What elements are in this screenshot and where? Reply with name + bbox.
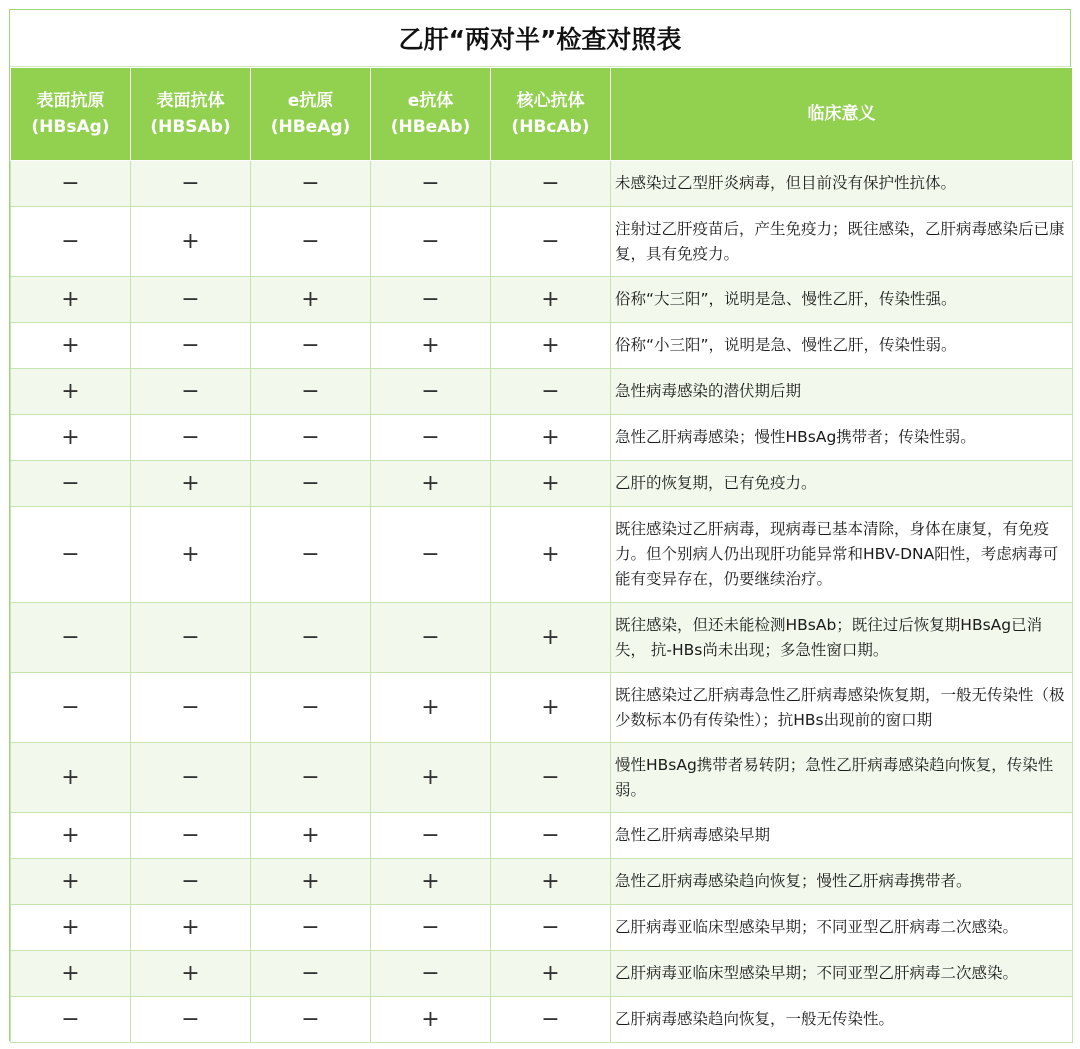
header-label: 表面抗体 bbox=[156, 91, 225, 111]
hbeab-cell: − bbox=[371, 415, 491, 461]
header-row bbox=[11, 68, 1073, 161]
header-hbeab bbox=[371, 68, 491, 161]
hbcab-cell: + bbox=[491, 859, 611, 905]
hbsab-cell: − bbox=[131, 415, 251, 461]
hbsab-cell: − bbox=[131, 859, 251, 905]
hbsab-cell: + bbox=[131, 461, 251, 507]
hbsag-cell: − bbox=[11, 161, 131, 207]
hbsag-cell: − bbox=[11, 997, 131, 1043]
clinical-meaning-cell: 既往感染过乙肝病毒，现病毒已基本清除，身体在康复，有免疫力。但个别病人仍出现肝功能异常和HBV-DNA阳性，考虑病毒可能有变异存在，仍要继续治疗。 bbox=[611, 507, 1073, 603]
table-row bbox=[11, 323, 1073, 369]
hbeag-cell: − bbox=[251, 905, 371, 951]
header-label: e抗体 bbox=[407, 91, 454, 111]
clinical-meaning-cell: 急性乙肝病毒感染；慢性HBsAg携带者；传染性弱。 bbox=[611, 415, 1073, 461]
hbeag-cell: − bbox=[251, 507, 371, 603]
clinical-meaning-cell: 俗称“大三阳”，说明是急、慢性乙肝，传染性强。 bbox=[611, 277, 1073, 323]
header-hbeag bbox=[251, 68, 371, 161]
clinical-meaning-cell: 慢性HBsAg携带者易转阴；急性乙肝病毒感染趋向恢复，传染性弱。 bbox=[611, 743, 1073, 813]
hbsab-cell: − bbox=[131, 603, 251, 673]
table-row bbox=[11, 507, 1073, 603]
header-code: (HBeAg) bbox=[270, 117, 351, 137]
page-title: 乙肝“两对半”检查对照表 bbox=[10, 10, 1070, 67]
clinical-meaning-cell: 急性乙肝病毒感染趋向恢复；慢性乙肝病毒携带者。 bbox=[611, 859, 1073, 905]
hbcab-cell: + bbox=[491, 277, 611, 323]
header-hbcab bbox=[491, 68, 611, 161]
table-body bbox=[11, 161, 1073, 1043]
hbeab-cell: − bbox=[371, 603, 491, 673]
hbsab-cell: − bbox=[131, 997, 251, 1043]
hbsag-cell: + bbox=[11, 369, 131, 415]
hbcab-cell: + bbox=[491, 323, 611, 369]
clinical-meaning-cell: 乙肝的恢复期，已有免疫力。 bbox=[611, 461, 1073, 507]
hbsab-cell: − bbox=[131, 743, 251, 813]
hbeag-cell: − bbox=[251, 323, 371, 369]
clinical-meaning-cell: 未感染过乙型肝炎病毒，但目前没有保护性抗体。 bbox=[611, 161, 1073, 207]
header-label: 表面抗原 bbox=[36, 91, 105, 111]
hbeag-cell: − bbox=[251, 951, 371, 997]
hbsag-cell: − bbox=[11, 207, 131, 277]
hbeag-cell: − bbox=[251, 207, 371, 277]
clinical-meaning-cell: 急性乙肝病毒感染早期 bbox=[611, 813, 1073, 859]
hbsag-cell: + bbox=[11, 905, 131, 951]
hbeag-cell: − bbox=[251, 603, 371, 673]
header-code: (HBsAg) bbox=[31, 117, 110, 137]
hbeag-cell: + bbox=[251, 813, 371, 859]
hbsag-cell: + bbox=[11, 743, 131, 813]
hbeab-cell: − bbox=[371, 207, 491, 277]
hbsag-cell: − bbox=[11, 507, 131, 603]
table-row bbox=[11, 673, 1073, 743]
hbeag-cell: + bbox=[251, 859, 371, 905]
clinical-meaning-cell: 乙肝病毒感染趋向恢复，一般无传染性。 bbox=[611, 997, 1073, 1043]
hbcab-cell: + bbox=[491, 673, 611, 743]
hbcab-cell: + bbox=[491, 507, 611, 603]
header-clinical-meaning bbox=[611, 68, 1073, 161]
hbsab-cell: + bbox=[131, 507, 251, 603]
table-row bbox=[11, 997, 1073, 1043]
table-row bbox=[11, 743, 1073, 813]
table-row bbox=[11, 161, 1073, 207]
table-row bbox=[11, 951, 1073, 997]
hbsab-cell: − bbox=[131, 673, 251, 743]
hbcab-cell: − bbox=[491, 207, 611, 277]
header-code: (HBeAb) bbox=[390, 117, 471, 137]
hbsab-cell: − bbox=[131, 369, 251, 415]
hbeab-cell: + bbox=[371, 997, 491, 1043]
hbeab-cell: + bbox=[371, 743, 491, 813]
hbeag-cell: − bbox=[251, 743, 371, 813]
hbsag-cell: + bbox=[11, 323, 131, 369]
hbeab-cell: − bbox=[371, 905, 491, 951]
hbeab-cell: − bbox=[371, 507, 491, 603]
header-label: 核心抗体 bbox=[516, 91, 585, 111]
hbsab-cell: + bbox=[131, 207, 251, 277]
hbeab-cell: + bbox=[371, 859, 491, 905]
table-row bbox=[11, 603, 1073, 673]
hbeab-cell: − bbox=[371, 951, 491, 997]
hbcab-cell: − bbox=[491, 743, 611, 813]
hbeag-cell: − bbox=[251, 461, 371, 507]
hbcab-cell: − bbox=[491, 997, 611, 1043]
table-row bbox=[11, 415, 1073, 461]
hbcab-cell: − bbox=[491, 161, 611, 207]
hbsab-cell: − bbox=[131, 323, 251, 369]
hbsag-cell: − bbox=[11, 603, 131, 673]
hbeab-cell: + bbox=[371, 461, 491, 507]
hbsab-cell: − bbox=[131, 277, 251, 323]
comparison-sheet bbox=[9, 9, 1071, 1041]
table-row bbox=[11, 813, 1073, 859]
clinical-meaning-cell: 乙肝病毒亚临床型感染早期；不同亚型乙肝病毒二次感染。 bbox=[611, 951, 1073, 997]
hbcab-cell: − bbox=[491, 905, 611, 951]
hbeag-cell: − bbox=[251, 415, 371, 461]
table-row bbox=[11, 207, 1073, 277]
hbeag-cell: − bbox=[251, 997, 371, 1043]
table-row bbox=[11, 859, 1073, 905]
table-row bbox=[11, 277, 1073, 323]
hbsag-cell: + bbox=[11, 813, 131, 859]
hbsag-cell: + bbox=[11, 415, 131, 461]
header-code: (HBSAb) bbox=[150, 117, 231, 137]
hbcab-cell: + bbox=[491, 603, 611, 673]
clinical-meaning-cell: 俗称“小三阳”，说明是急、慢性乙肝，传染性弱。 bbox=[611, 323, 1073, 369]
hbeab-cell: − bbox=[371, 161, 491, 207]
hbcab-cell: + bbox=[491, 461, 611, 507]
hbcab-cell: − bbox=[491, 369, 611, 415]
hbeab-cell: − bbox=[371, 277, 491, 323]
hbsab-cell: − bbox=[131, 813, 251, 859]
hbcab-cell: + bbox=[491, 415, 611, 461]
hbsab-cell: − bbox=[131, 161, 251, 207]
hbsag-cell: − bbox=[11, 673, 131, 743]
header-label: e抗原 bbox=[287, 91, 334, 111]
hbeag-cell: + bbox=[251, 277, 371, 323]
hbeag-cell: − bbox=[251, 161, 371, 207]
header-label: 临床意义 bbox=[807, 104, 876, 124]
clinical-meaning-cell: 既往感染，但还未能检测HBsAb；既往过后恢复期HBsAg已消失， 抗-HBs尚未出现；多急性窗口期。 bbox=[611, 603, 1073, 673]
header-code: (HBcAb) bbox=[511, 117, 590, 137]
hbeag-cell: − bbox=[251, 369, 371, 415]
clinical-meaning-cell: 乙肝病毒亚临床型感染早期；不同亚型乙肝病毒二次感染。 bbox=[611, 905, 1073, 951]
hbeab-cell: − bbox=[371, 813, 491, 859]
hbcab-cell: + bbox=[491, 951, 611, 997]
hbsag-cell: + bbox=[11, 277, 131, 323]
comparison-table bbox=[10, 67, 1073, 1043]
hbeab-cell: + bbox=[371, 673, 491, 743]
hbsab-cell: + bbox=[131, 951, 251, 997]
header-hbsab bbox=[131, 68, 251, 161]
clinical-meaning-cell: 注射过乙肝疫苗后，产生免疫力；既往感染，乙肝病毒感染后已康复，具有免疫力。 bbox=[611, 207, 1073, 277]
hbsag-cell: − bbox=[11, 461, 131, 507]
hbeab-cell: − bbox=[371, 369, 491, 415]
hbsab-cell: + bbox=[131, 905, 251, 951]
clinical-meaning-cell: 急性病毒感染的潜伏期后期 bbox=[611, 369, 1073, 415]
hbcab-cell: − bbox=[491, 813, 611, 859]
clinical-meaning-cell: 既往感染过乙肝病毒急性乙肝病毒感染恢复期，一般无传染性（极少数标本仍有传染性）；抗HBs出现前的窗口期 bbox=[611, 673, 1073, 743]
table-row bbox=[11, 905, 1073, 951]
hbeag-cell: − bbox=[251, 673, 371, 743]
hbsag-cell: + bbox=[11, 859, 131, 905]
hbsag-cell: + bbox=[11, 951, 131, 997]
hbeab-cell: + bbox=[371, 323, 491, 369]
table-row bbox=[11, 461, 1073, 507]
table-row bbox=[11, 369, 1073, 415]
header-hbsag bbox=[11, 68, 131, 161]
